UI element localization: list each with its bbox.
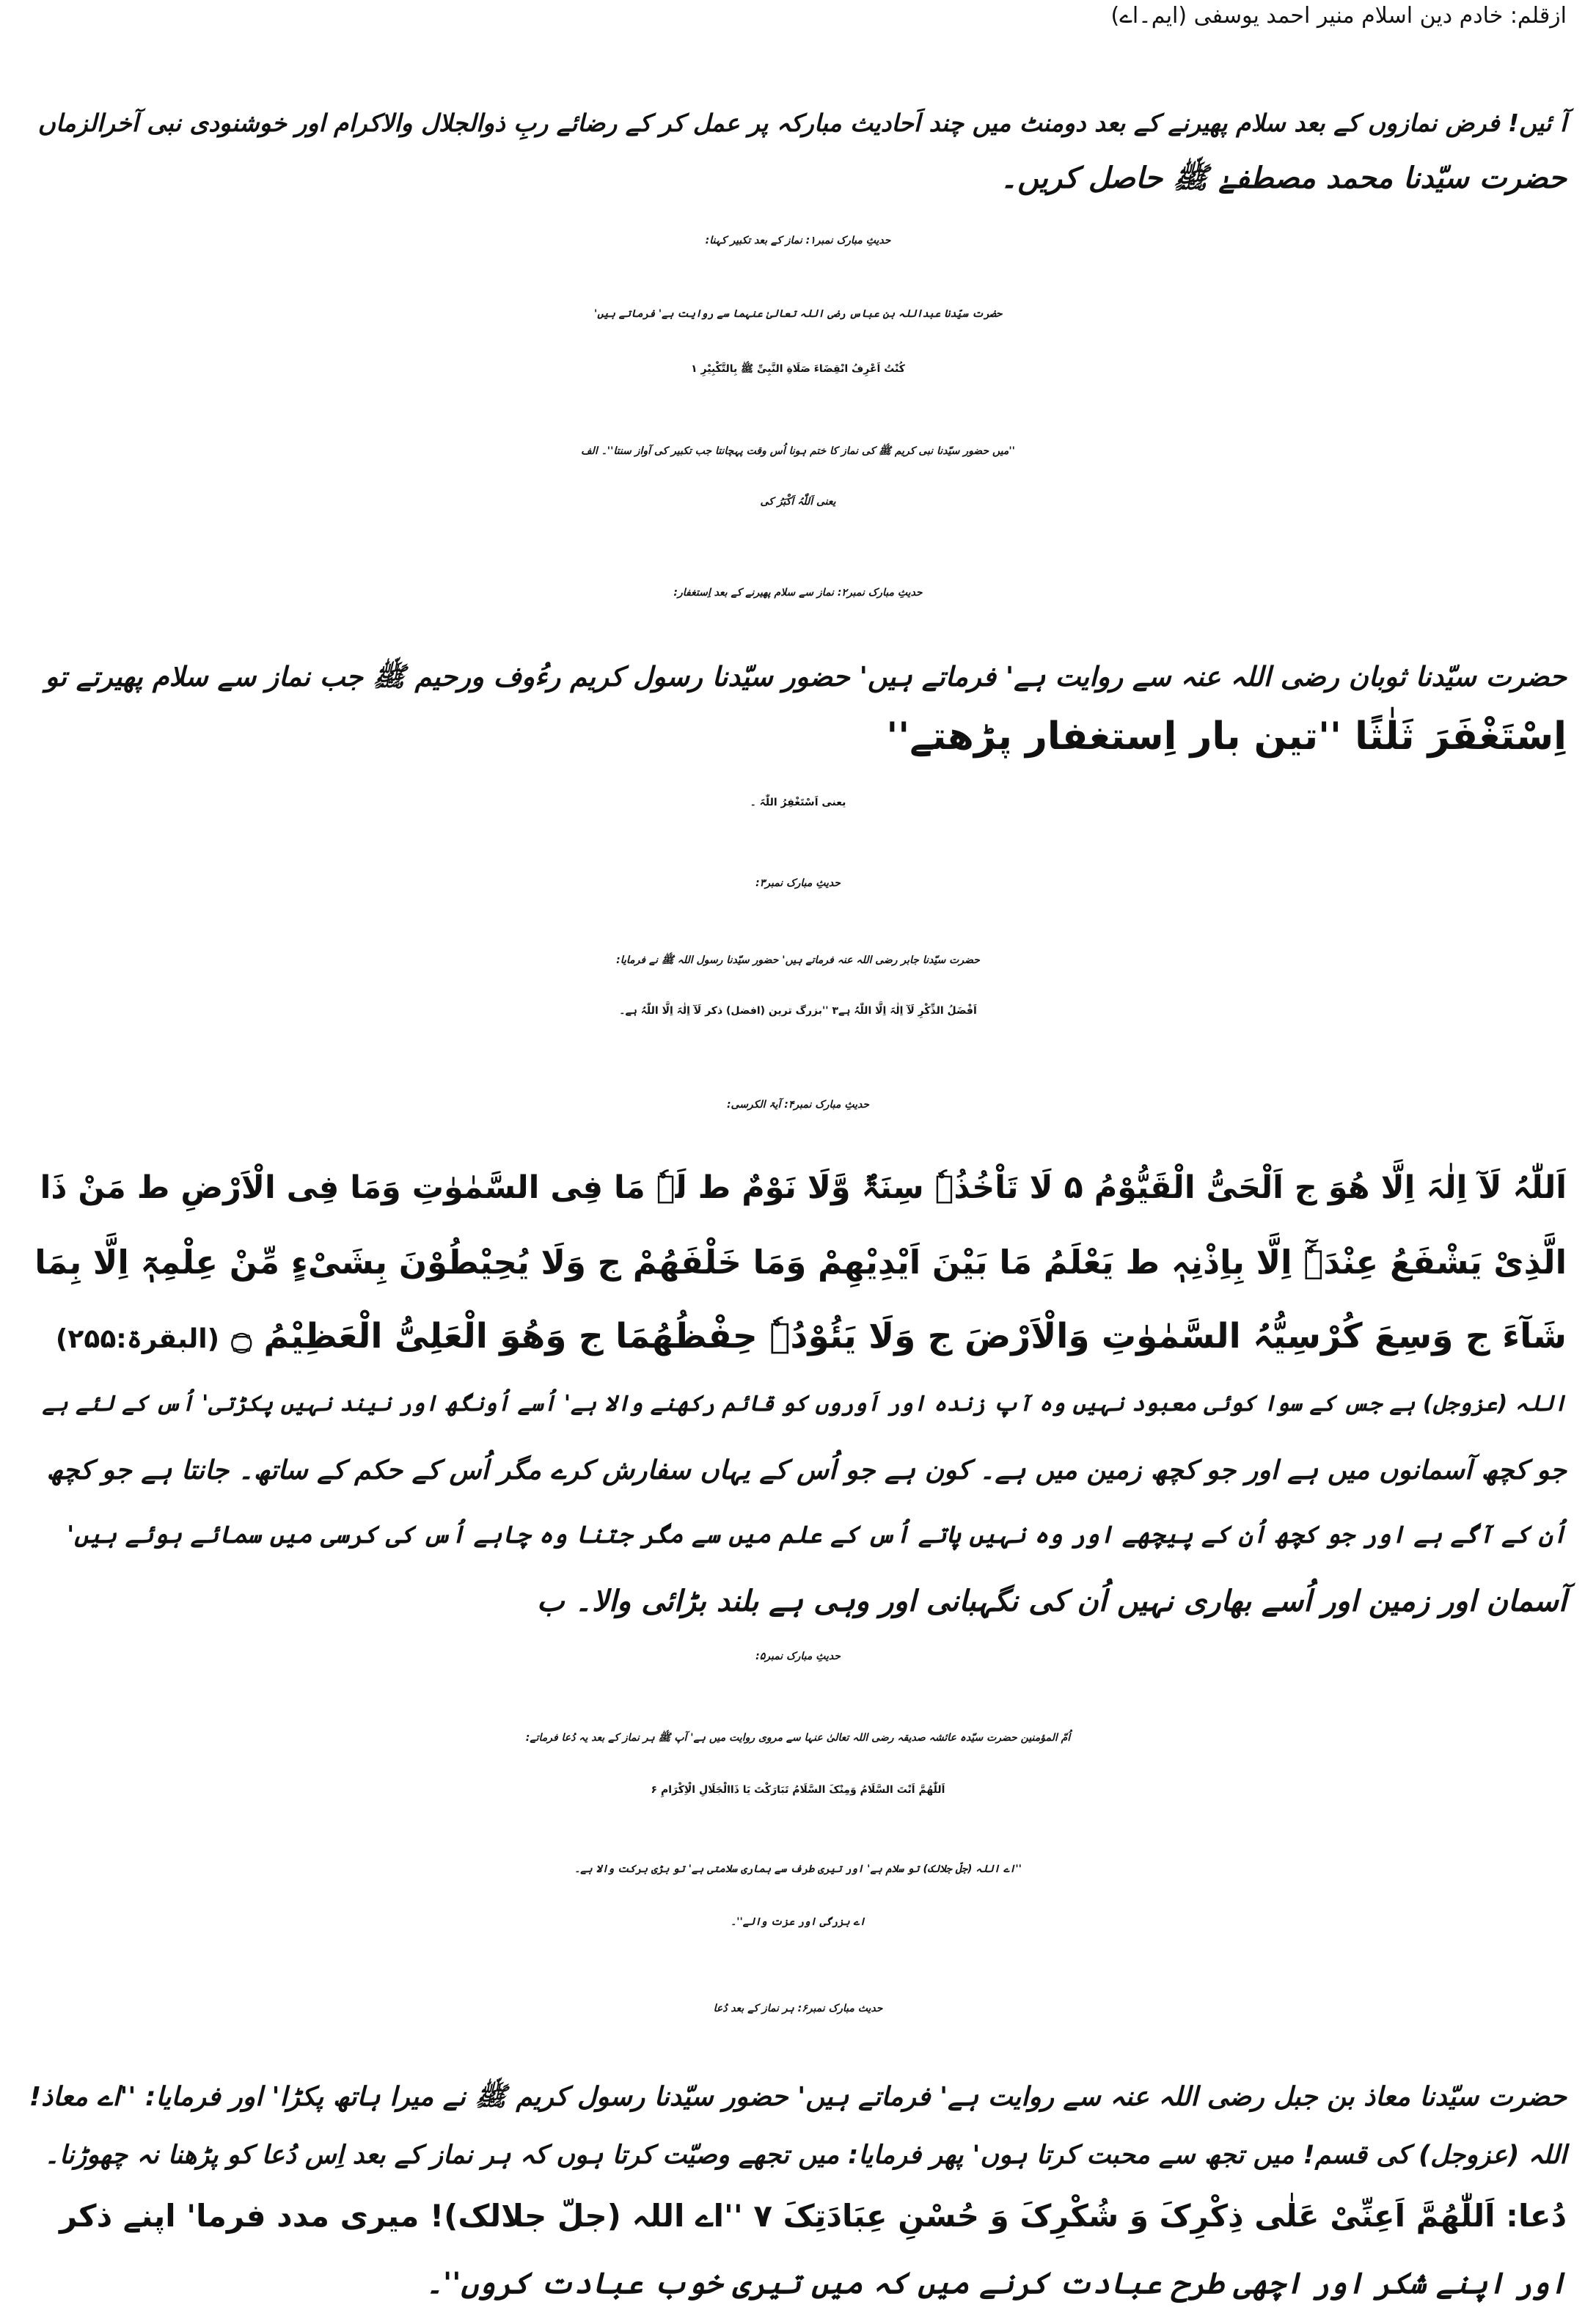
hadith-5-heading: حدیثِ مبارک نمبر۵: — [755, 1651, 841, 1662]
hadith-4-translation-2: جو کچھ آسمانوں میں ہے اور جو کچھ زمین میں ہے۔ کون ہے جو اُس کے یہاں سفارش کرے مگر اُس کے حکم کے ساتھ۔ جانتا ہے جو کچھ — [46, 1455, 1567, 1486]
hadith-3-heading: حدیثِ مبارک نمبر۳: — [755, 877, 841, 889]
hadith-6-narration-1: حضرت سیّدنا معاذ بن جبل رضی اللہ عنہ سے روایت ہے' فرماتے ہیں' حضور سیّدنا رسول کریم ﷺ نے میرا ہاتھ پکڑا' اور فرمایا: ''اے معاذ! — [29, 2082, 1567, 2112]
hadith-2-arabic-line: اِسْتَغْفَرَ ثَلٰثًا ''تین بار اِستغفار پڑھتے'' — [886, 715, 1567, 759]
hadith-5-arabic: اَللّٰھُمَّ اَنْتَ السَّلَامُ وَمِنْکَ السَّلَامُ تَبَارَکْتَ یَا ذَاالْجَلَالِ الْاِکْرَامِ ۶ — [651, 1784, 945, 1796]
hadith-4-translation-1: اللہ (عزوجل) ہے جس کے سوا کوئی معبود نہیں وہ آپ زندہ اور اَوروں کو قائم رکھنے والا ہے' اُسے اُونگھ اور نیند نہیں پکڑتی' اُس کے لئے ہے — [42, 1391, 1567, 1417]
hadith-4-translation-4: آسمان اور زمین اور اُسے بھاری نہیں اُن کی نگہبانی اور وہی ہے بلند بڑائی والا۔ ب — [537, 1585, 1567, 1618]
hadith-1-note: یعنی اَللّٰہُ اَکْبَرُ کی — [760, 496, 836, 508]
hadith-2-narration: حضرت سیّدنا ثوبان رضی اللہ عنہ سے روایت ہے' فرماتے ہیں' حضور سیّدنا رسول کریم رءُوف ورحیم ﷺ جب نماز سے سلام پھیرتے تو — [45, 661, 1567, 693]
author-line: ازقلم: خادم دین اسلام منیر احمد یوسفی (ایم۔اے) — [1110, 3, 1567, 29]
hadith-1-narration: حضرت سیّدنا عبداللہ بن عباس رضی اللہ تعالیٰ عنہما سے روایت ہے' فرماتے ہیں' — [594, 308, 1002, 320]
intro-line-1: آ ئیں! فرض نمازوں کے بعد سلام پھیرنے کے بعد دومنٹ میں چند اَحادیث مبارکہ پر عمل کر کے رضائے ربِ ذوالجلال والاکرام اور خوشنودی نبی آخرالزماں — [37, 109, 1567, 137]
quran-reference: (البقرۃ:۲۵۵) — [55, 1324, 220, 1354]
hadith-2-heading: حدیثِ مبارک نمبر۲: نماز سے سلام پھیرنے کے بعد اِستغفار: — [673, 587, 923, 599]
hadith-6-dua-translation: اور اپنے شکر اور اچھی طرح عبادت کرنے میں کہ میں تیری خوب عبادت کروں''۔ — [425, 2267, 1567, 2301]
hadith-6-narration-2: اللہ (عزوجل) کی قسم! میں تجھ سے محبت کرتا ہوں' پھر فرمایا: میں تجھے وصیّت کرتا ہوں کہ ہر نماز کے بعد اِس دُعا کو پڑھنا نہ چھوڑنا۔ — [44, 2141, 1567, 2170]
hadith-6-heading: حدیث مبارک نمبر۶: ہر نماز کے بعد دُعا — [713, 2003, 883, 2014]
hadith-4-heading: حدیثِ مبارک نمبر۴: آیۃ الکرسی: — [726, 1099, 870, 1111]
hadith-3-arabic-line: اَفْضَلُ الذِّکْرِ لَآ اِلٰہَ اِلَّا اللّٰہُ ہے۳ ''بزرگ ترین (افضل) ذکر لَآ اِلٰہَ اِلَّا اللّٰہُ ہے۔ — [619, 1005, 977, 1017]
hadith-1-heading: حدیثِ مبارک نمبر۱: نماز کے بعد تکبیر کہنا: — [705, 235, 891, 246]
hadith-4-translation-3: اُن کے آگے ہے اور جو کچھ اُن کے پیچھے اور وہ نہیں پاتے اُس کے علم میں سے مگر جتنا وہ چاہے اُس کی کرسی میں سمائے ہوئے ہیں' — [67, 1520, 1567, 1549]
hadith-5-narration: اُمّ المؤمنین حضرت سیّدہ عائشہ صدیقہ رضی اللہ تعالیٰ عنہا سے مروی روایت میں ہے' آپ ﷺ ہر نماز کے بعد یہ دُعا فرماتے: — [525, 1732, 1071, 1744]
hadith-6-dua-line: دُعا: اَللّٰھُمَّ اَعِنِّیْ عَلٰی ذِکْرِکَ وَ شُکْرِکَ وَ حُسْنِ عِبَادَتِکَ ۷ ''اے اللہ (جلّ جلالک)! میری مدد فرما' اپنے ذکر — [59, 2198, 1567, 2234]
hadith-2-note: یعنی اَسْتَغْفِرُ اللّٰہَ ۔ — [750, 797, 846, 808]
hadith-1-translation: ''میں حضور سیّدنا نبی کریم ﷺ کی نماز کا ختم ہونا اُس وقت پہچانتا جب تکبیر کی آواز سنتا''۔ الف — [581, 445, 1015, 457]
hadith-1-arabic: کُنْتُ اَعْرِفُ انْقِضَاءَ صَلَاةِ النَّبِیِّ ﷺ بِالتَّکْبِیْرِ ۱ — [691, 363, 905, 375]
hadith-5-translation-2: اے بزرگی اور عزت والے''۔ — [731, 1916, 865, 1928]
hadith-3-narration: حضرت سیّدنا جابر رضی اللہ عنہ فرماتے ہیں' حضور سیّدنا رسول اللہ ﷺ نے فرمایا: — [616, 954, 980, 966]
intro-line-2: حضرت سیّدنا محمد مصطفےٰ ﷺ حاصل کریں۔ — [1000, 161, 1567, 195]
ayat-ul-kursi-line-3-text: شَآءَ ج وَسِعَ کُرْسِیُّہُ السَّمٰوٰتِ وَالْاَرْضَ ج وَلَا یَئُوْدُہٗ حِفْظُھُمَا ج وَھُوَ الْعَلِیُّ الْعَظِیْمُ ۝ — [231, 1316, 1567, 1356]
ayat-ul-kursi-line-3 — [56, 1316, 1567, 1356]
hadith-5-translation-1: ''اے اللہ (جلّ جلالک) تو سلام ہے' اور تیری طرف سے ہماری سلامتی ہے' تو بڑی برکت والا ہے۔ — [574, 1863, 1022, 1875]
ayat-ul-kursi-line-1: اَللّٰہُ لَآ اِلٰہَ اِلَّا ھُوَ ج اَلْحَیُّ الْقَیُّوْمُ ۵ لَا تَاْخُذُہٗ سِنَۃٌ وَّلَا نَوْمٌ ط لَہٗ مَا فِی السَّمٰوٰتِ وَمَا فِی الْاَرْضِ ط مَنْ ذَا — [40, 1169, 1567, 1206]
ayat-ul-kursi-line-2: الَّذِیْ یَشْفَعُ عِنْدَہٗٓ اِلَّا بِاِذْنِہٖ ط یَعْلَمُ مَا بَیْنَ اَیْدِیْھِمْ وَمَا خَلْفَھُمْ ج وَلَا یُحِیْطُوْنَ بِشَیْءٍ مِّنْ عِلْمِہٖٓ اِلَّا بِمَا — [34, 1243, 1567, 1282]
